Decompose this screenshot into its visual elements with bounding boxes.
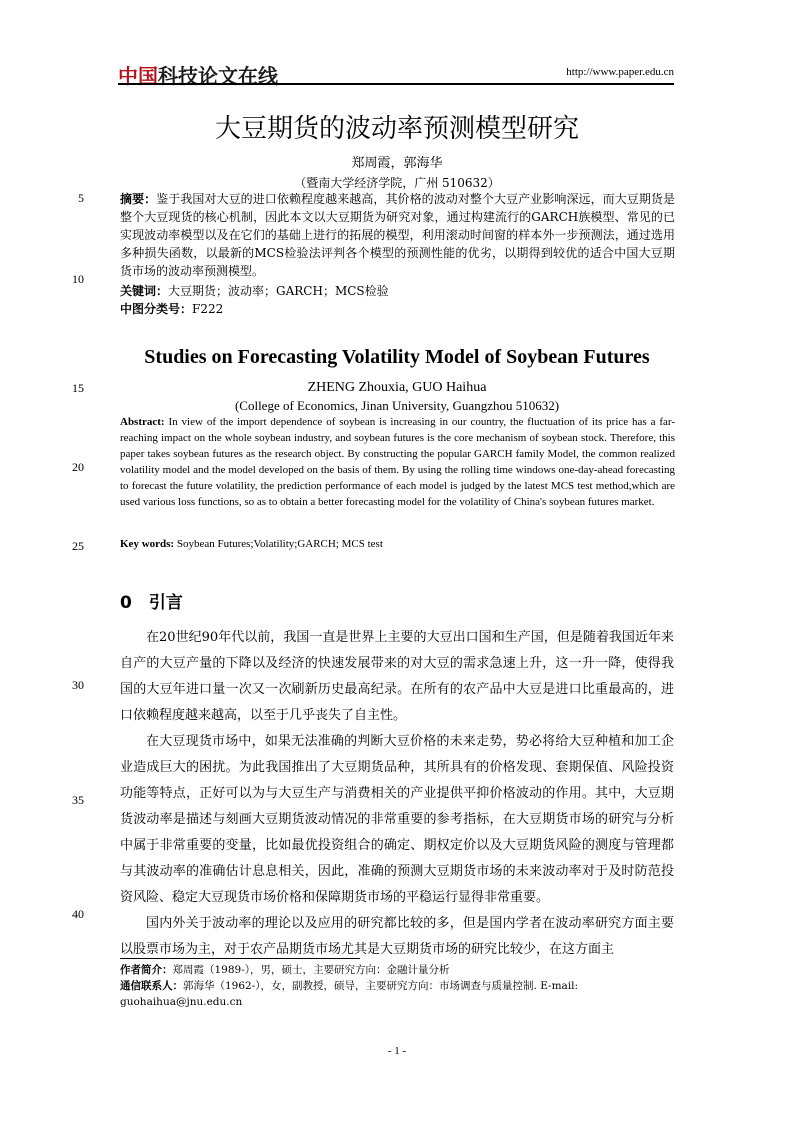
- line-number: 30: [72, 678, 84, 692]
- page-number: - 1 -: [387, 1045, 407, 1057]
- abstract-cn-label: 摘要：: [120, 192, 157, 206]
- footnote-divider: [120, 958, 360, 959]
- abstract-en: [120, 414, 675, 510]
- line-number: 10: [72, 272, 84, 286]
- keywords-cn: [120, 282, 675, 300]
- contact-text: 郭海华（1962-），女，副教授，硕导，主要研究方向：市场调查与质量控制. E-mail: guohaihua@jnu.edu.cn: [120, 980, 579, 1008]
- paragraph: 在大豆现货市场中，如果无法准确的判断大豆价格的未来走势，势必将给大豆种植和加工企业造成巨大的困扰。为此我国推出了大豆期货品种，其所具有的价格发现、套期保值、风险投资功能等特点，正好可以为与大豆生产与消费相关的产业提供平抑价格波动的作用。其中，大豆期货波动率是描述与刻画大豆期货波动情况的非常重要的参考指标，在大豆期货市场的研究与分析中属于非常重要的变量，比如最优投资组合的确定、期权定价以及大豆期货风险的测度与管理都与其波动率的准确估计息息相关，因此，准确的预测大豆期货市场的未来波动率对于及时防范投资风险、稳定大豆现货市场价格和保障期货市场的平稳运行显得非常重要。: [120, 734, 674, 905]
- keywords-en-text: Soybean Futures;Volatility;GARCH; MCS test: [176, 538, 383, 550]
- abstract-en-text: In view of the import dependence of soybean is increasing in our country, the fluctuation of its price has a far-reaching impact on the whole soybean industry, and soybean futures is the core mechanism of soybean stock. Therefore, this paper takes soybean futures as the research object. By constructing the popular GARCH family Model, the common realized volatility model and the model developed on the basis of them. By using the rolling time windows one-day-ahead forecasting to forecast the future volatility, the prediction performance of each model is judged by the latest MCS test method,which are used various loss functions, so as to obtain a better forecasting model for the volatility of China's soybean futures market.: [120, 416, 676, 508]
- paragraph: 在20世纪90年代以前，我国一直是世界上主要的大豆出口国和生产国，但是随着我国近年来自产的大豆产量的下降以及经济的快速发展带来的对大豆的需求急速上升，这一升一降，使得我国的大豆年进口量一次又一次刷新历史最高纪录。在所有的农产品中大豆是进口比重最高的，进口依赖程度越来越高，以至于几乎丧失了自主性。: [120, 630, 674, 723]
- header-url[interactable]: http://www.paper.edu.cn: [566, 66, 674, 78]
- header-divider: [118, 83, 674, 85]
- keywords-en-label: Key words:: [120, 538, 175, 550]
- contact-label: 通信联系人：: [120, 980, 183, 992]
- paragraph: 国内外关于波动率的理论以及应用的研究都比较的多，但是国内学者在波动率研究方面主要以股票市场为主，对于农产品期货市场尤其是大豆期货市场的研究比较少，在这方面主: [120, 916, 674, 957]
- abstract-cn: [120, 190, 675, 280]
- affiliation-en: (College of Economics, Jinan University, Guangzhou 510632): [234, 398, 560, 413]
- section-heading: 0 引言: [120, 593, 183, 613]
- footnote: [120, 962, 675, 1010]
- authors-cn: 郑周霞，郭海华: [351, 156, 443, 171]
- line-number: 15: [72, 381, 84, 395]
- affiliation-cn: （暨南大学经济学院，广州 510632）: [294, 176, 500, 190]
- section-body: [120, 625, 674, 963]
- line-number: 5: [78, 191, 84, 205]
- line-number: 25: [72, 539, 84, 553]
- keywords-cn-text: 大豆期货；波动率；GARCH；MCS检验: [168, 284, 389, 298]
- clc-cn-text: F222: [192, 302, 224, 316]
- line-number: 35: [72, 793, 84, 807]
- line-number: 20: [72, 460, 84, 474]
- clc-cn: [120, 300, 675, 318]
- line-number: 40: [72, 907, 84, 921]
- keywords-cn-label: 关键词：: [120, 284, 169, 298]
- paper-title-en: Studies on Forecasting Volatility Model of Soybean Futures: [144, 346, 650, 368]
- author-intro-text: 郑周霞（1989-），男，硕士，主要研究方向：金融计量分析: [172, 964, 450, 976]
- clc-cn-label: 中图分类号：: [120, 302, 193, 316]
- paper-title-cn: 大豆期货的波动率预测模型研究: [214, 114, 579, 144]
- logo-red-text: 中国: [118, 64, 158, 88]
- logo-rest-text: 科技论文在线: [158, 64, 278, 88]
- abstract-cn-text: 鉴于我国对大豆的进口依赖程度越来越高，其价格的波动对整个大豆产业影响深远，而大豆期货是整个大豆现货的核心机制，因此本文以大豆期货为研究对象，通过构建流行的GARCH族模型、常见的已实现波动率模型以及在它们的基础上进行的拓展的模型，利用滚动时间窗的样本外一步预测法，通过选用多种损失函数，以最新的MCS检验法评判各个模型的预测性能的优劣，以期得到较优的适合中国大豆期货市场的波动率预测模型。: [120, 192, 675, 278]
- keywords-en: [120, 536, 675, 552]
- authors-en: ZHENG Zhouxia, GUO Haihua: [307, 380, 487, 395]
- abstract-en-label: Abstract:: [120, 416, 165, 428]
- author-intro-label: 作者简介：: [120, 964, 173, 976]
